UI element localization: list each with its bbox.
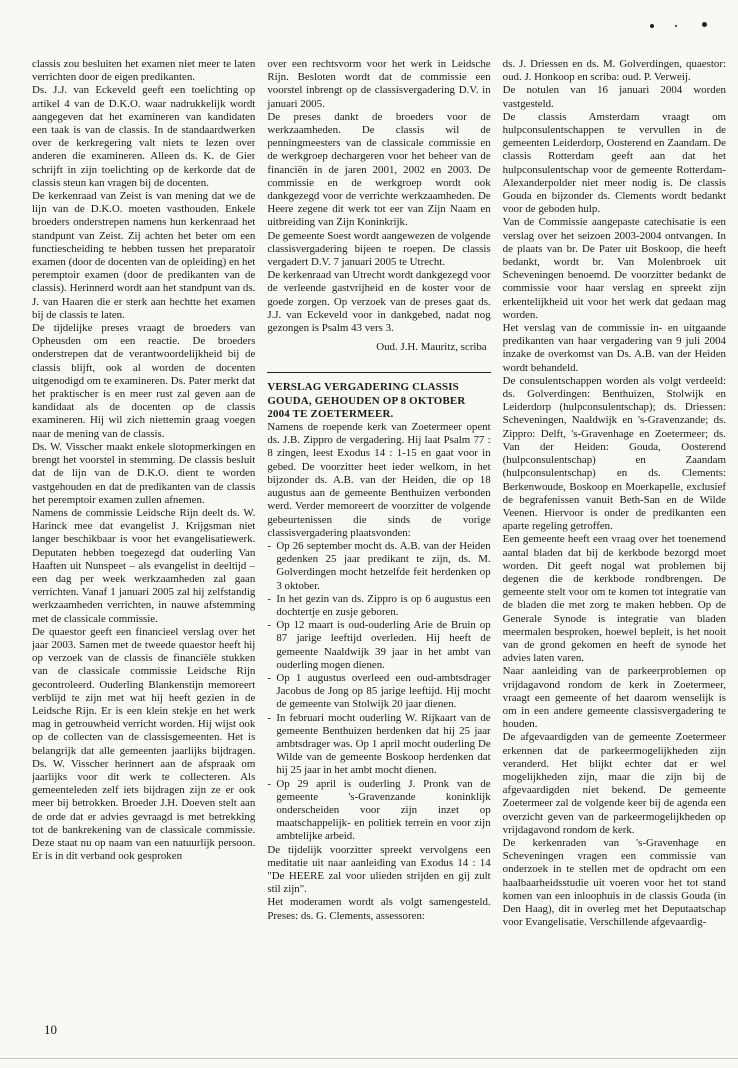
events-list [267,540,490,844]
paragraph: De gemeente Soest wordt aangewezen de volgende classisvergadering bijeen te roepen. De classis vergadert D.V. 7 januari 2005 te Utrecht. [267,229,491,269]
paragraph: De classis Amsterdam vraagt om hulpconsulentschappen te vervullen in de gemeenten Leiderdorp, Oosterend en Zaandam. De classis Rotterdam geeft aan dat het hulpconsulentschap voor de gemeente Rotterdam-Alexanderpolder niet meer nodig is. De classis Gouda en bijzonder ds. Clements wordt bedankt voor de geboden hulp. [502,110,726,216]
list-item: - In februari mocht ouderling W. Rijkaart van de gemeente Benthuizen herdenken dat hij 25 jaar ambtsdrager was. Op 1 april mocht ouderling De Wilde van de gemeente Boskoop herdenken dat hij 25 jaar in het ambt mocht dienen. [267,712,490,778]
paragraph: Namens de roepende kerk van Zoetermeer opent ds. J.B. Zippro de vergadering. Hij laat Psalm 77 : 8 zingen, leest Exodus 14 : 1-15 en gaat voor in gebed. De voorzitter heet ieder welkom, in het bijzonder ds. A.B. van der Heiden, die op 18 augustus aan de gemeente Benthuizen verbonden werd. Verder memoreert de voorzitter de volgende gebeurtenissen die sinds de vorige classisvergadering plaatsvonden: [267,421,491,539]
paragraph: De afgevaardigden van de gemeente Zoetermeer erkennen dat de parkeermogelijkheden zijn veranderd. Het blijkt echter dat er wel mogelijkheden zijn, maar die zijn bij de afgevaardigden niet bekend. De gemeente Zoetermeer zal de volgende keer bij de agenda een overzicht geven van de parkeermogelijkheden op vrijdagavond rondom de kerk. [502,731,726,836]
paragraph: Namens de commissie Leidsche Rijn deelt ds. W. Harinck mee dat evangelist J. Krijgsman niet langer beschikbaar is voor het evangelisatiewerk. Deputaten hebben toegezegd dat ouderling Van Haaften uit Nunspeet – als evangelist in deeltijd – een dag per week werkzaamheden zal gaan verrichten. Vanaf 1 januari 2005 zal hij zelfstandig werkzaamheden verrichten, in nauwe afstemming met de classicale commissie. [32,506,256,625]
paragraph: De notulen van 16 januari 2004 worden vastgesteld. [502,84,726,110]
paragraph: De quaestor geeft een financieel verslag over het jaar 2003. Samen met de tweede quaestor heeft hij op verzoek van de classis de financiële stukken van de classicale commissie Leidsche Rijn gecontroleerd. Ouderling Blankenstijn memoreert verblijd te zijn met wat hij heeft gezien in de Leidsche Rijn. Er is een klein stekje en het werk mag in getrouwheid verricht worden. Hij wijst ook op de collecten van de classisgemeenten. Het is belangrijk dat alle gemeenten jaarlijks bijdragen. Ds. W. Visscher herinnert aan de afspraak om jaarlijks voor dit werk te collecteren. Als gemeenteleden zelf iets bijdragen zijn ze er ook meer bij betrokken. Broeder J.H. Doeven stelt aan de orde dat er advies gevraagd is met betrekking tot de bankrekening van de classicale commissie. Deze staat nu op naam van een natuurlijk persoon. Er is in dit verband ook gesproken [32,625,256,863]
dot-mark [702,22,707,27]
paragraph: ds. J. Driessen en ds. M. Golverdingen, quaestor: oud. J. Honkoop en scriba: oud. P. Verweij. [502,58,726,84]
corner-marks [640,22,710,32]
paragraph: De kerkenraad van Zeist is van mening dat we de lijn van de D.K.O. moeten vasthouden. Enkele broeders onderstrepen namens hun kerkenraad het standpunt van Zeist. Zij achten het beter om een functiescheiding te hebben tussen het preparatoir examen (door de docenten van de opleiding) en het peremptoir examen (door de predikanten van de classis). Herinnerd wordt aan het standpunt van ds. J. van Haaren die er sterk aan hechtte het examen bij de classis te laten. [32,190,256,321]
paragraph: over een rechtsvorm voor het werk in Leidsche Rijn. Besloten wordt dat de commissie een voorstel inbrengt op de classisvergadering D.V. in januari 2005. [267,58,491,110]
column-2 [267,58,490,1018]
paragraph: Het moderamen wordt als volgt samengesteld. Preses: ds. G. Clements, assessoren: [267,896,491,922]
list-item: - Op 1 augustus overleed een oud-ambtsdrager Jacobus de Jong op 85 jarige leeftijd. Hij mocht de gemeente van Stolwijk 20 jaar dienen. [267,672,490,712]
paragraph: Ds. J.J. van Eckeveld geeft een toelichting op artikel 4 van de D.K.O. waar nadrukkelijk wordt aangegeven dat het examineren van kandidaten een taak is van de classis. In de standaardwerken over de kerkregering valt niets te lezen over anderen die examineren. Alleen ds. K. de Gier schrijft in zijn toelichting op de kerkorde dat de classis steun kan vragen bij de docenten. [32,84,256,189]
column-1 [32,58,255,1018]
paragraph: Naar aanleiding van de parkeerproblemen op vrijdagavond rondom de kerk in Zoetermeer, vraagt een gemeente of het daarom wenselijk is om in een andere gemeente classisvergadering te houden. [502,665,726,731]
dot-mark [675,25,677,27]
paragraph: classis zou besluiten het examen niet meer te laten verrichten door de eigen predikanten. [32,58,256,84]
list-item: - Op 29 april is ouderling J. Pronk van de gemeente 's-Gravenzande koninklijk onderscheiden voor zijn inzet op maatschappelijk- en politiek terrein en voor zijn ambtelijke arbeid. [267,778,490,844]
paragraph: De kerkenraad van Utrecht wordt dankgezegd voor de verleende gastvrijheid en de koster voor de goede zorgen. Op verzoek van de preses gaat ds. J.J. van Eckeveld voor in dankgebed, nadat nog gezongen is Psalm 43 vers 3. [267,269,491,335]
paragraph: Ds. W. Visscher maakt enkele slotopmerkingen en brengt het voorstel in stemming. De classis besluit dat de lijn van de D.K.O. dient te worden vastgehouden en dat de predikanten van de classis het peremptoir examen zullen afnemen. [32,440,256,506]
article-heading: VERSLAG VERGADERING CLASSIS GOUDA, GEHOUDEN OP 8 OKTOBER 2004 TE ZOETERMEER. [267,381,466,420]
text-columns [32,58,726,1018]
paragraph: De preses dankt de broeders voor de werkzaamheden. De classis wil de penningmeesters van de classicale commissie en de werkgroep dechargeren voor het beheer van de financiën in de jaren 2001, 2002 en 2003. De commissie en de werkgroep wordt ook dankgezegd voor de verrichte werkzaamheden. De Heere zegene dit werk tot eer van Zijn Naam en uitbreiding van Zijn Koninkrijk. [267,110,491,229]
page-number: 10 [44,1022,57,1037]
signature: Oud. J.H. Mauritz, scriba [376,341,487,354]
paragraph: De tijdelijke preses vraagt de broeders van Opheusden om een reactie. De broeders onderstrepen dat de verantwoordelijkheid bij de classis blijft, ook al worden de docenten uitgenodigd om te examineren. Ds. Pater merkt dat het praktischer is en meer rust zal geven aan de kandidaat als de docenten op de classis examineren. Hij wil zich niettemin graag voegen naar de mening van de classis. [32,322,256,440]
column-3 [503,58,726,1018]
paragraph: De consulentschappen worden als volgt verdeeld: ds. Golverdingen: Benthuizen, Stolwijk en Leiderdorp (hulpconsulentschap); ds. Driessen: Scheveningen, Naaldwijk en 's-Gravenzande; ds. Zippro: Delft, 's-Gravenhage en Zoetermeer; ds. Van der Heiden: Gouda, Oosterend (hulpconsulentschap) en Zaandam (hulpconsulentschap) en ds. Clements: Berkenwoude, Boskoop en Moerkapelle, exclusief de begrafenissen vanuit Beth-San en de Wilde Veenen. Hiervoor is onder de predikanten een aparte regeling getroffen. [502,374,726,533]
paragraph: Het verslag van de commissie in- en uitgaande predikanten van haar vergadering van 9 juli 2004 inzake de overkomst van Ds. A.B. van der Heiden wordt behandeld. [502,322,726,374]
section-divider [267,372,490,373]
dot-mark [650,24,654,28]
list-item: - In het gezin van ds. Zippro is op 6 augustus een dochtertje en zusje geboren. [267,593,490,619]
paragraph: De kerkenraden van 's-Gravenhage en Scheveningen vragen een commissie van onderzoek in te stellen met de opdracht om een haalbaarheidsstudie uit voeren voor het tot stand komen van een inloophuis in de classis Gouda (in Den Haag), dit in overleg met het Deputaatschap voor Evangelisatie. Verschillende afgevaardig- [502,836,726,929]
paragraph: De tijdelijk voorzitter spreekt vervolgens een meditatie uit naar aanleiding van Exodus 14 : 14 "De HEERE zal voor ulieden strijden en gij zult stil zijn". [267,843,491,896]
paragraph: Van de Commissie aangepaste catechisatie is een verslag over het seizoen 2003-2004 ontvangen. In de plaats van br. De Pater uit Boskoop, die heeft bedankt, wordt br. Van Molenbroek uit Scheveningen benoemd. De voorzitter bedankt de commissie voor haar verslag en spreekt zijn erkentelijkheid uit voor het werk dat gedaan mag worden. [502,216,726,321]
list-item: - Op 26 september mocht ds. A.B. van der Heiden gedenken 25 jaar predikant te zijn, ds. M. Golverdingen mocht hetzelfde feit herdenken op 3 oktober. [267,540,490,593]
page-bottom-edge [0,1058,738,1059]
paragraph: Een gemeente heeft een vraag over het toenemend aantal bladen dat bij de kerkbode bezorgd moet worden. Dit geeft nogal wat problemen bij degenen die de kerkbode rondbrengen. De gemeente stelt voor om te komen tot integratie van de bladen die met zorg te maken hebben. Op de Generale Synode is integratie van bladen meermalen besproken, hoewel bepleit, is het nooit van de grond gekomen en heeft de synode het advies laten varen. [502,533,726,665]
list-item: - Op 12 maart is oud-ouderling Arie de Bruin op 87 jarige leeftijd overleden. Hij heeft de gemeente Naaldwijk 39 jaar in het ambt van ouderling mogen dienen. [267,619,490,672]
